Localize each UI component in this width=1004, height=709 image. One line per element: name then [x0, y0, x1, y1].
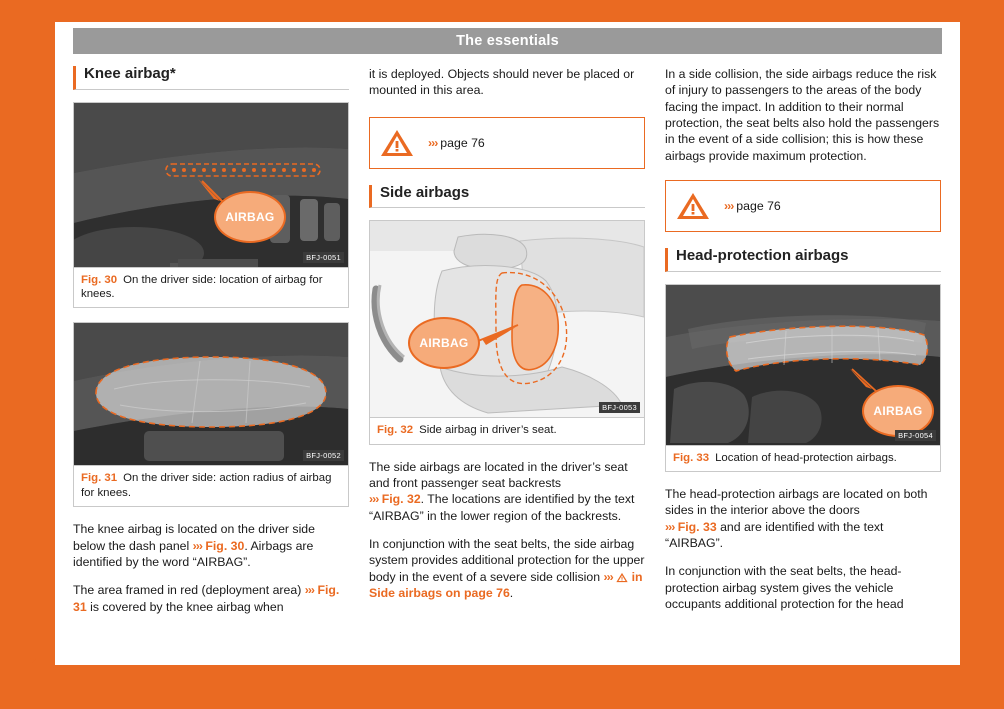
figure-30-airbag-callout	[214, 191, 286, 243]
side-airbag-p1-part2: . The locations are identified by the text “AIRBAG” in the lower region of the backrests.	[369, 492, 635, 523]
figure-33-image	[666, 285, 940, 445]
figure-31-caption-text: On the driver side: action radius of airbag for knees.	[81, 472, 332, 499]
side-airbag-paragraph-1	[369, 459, 645, 524]
figure-33-label: Fig. 33	[673, 451, 710, 464]
side-airbag-p1-part1: The side airbags are located in the driver’s seat and front passenger seat backrests	[369, 459, 628, 491]
section-heading-knee-airbag-text: Knee airbag*	[84, 65, 176, 82]
figure-33-caption-text: Location of head-protection airbags.	[715, 451, 897, 464]
page-number: 24	[30, 655, 43, 667]
figure-31-image	[74, 323, 348, 465]
figure-32	[369, 220, 645, 444]
figure-32-airbag-callout	[408, 317, 480, 369]
figure-32-callout-text: AIRBAG	[419, 336, 469, 351]
side-airbag-p2-part2: .	[509, 586, 514, 601]
head-protection-paragraph-2: In conjunction with the seat belts, the head-protection airbag system gives the vehicle occupants additional protection for the head	[665, 564, 904, 612]
warning-box-col2	[369, 117, 645, 169]
knee-airbag-p1-ref[interactable]: Fig. 30	[205, 538, 245, 553]
knee-airbag-paragraph-2	[73, 582, 349, 615]
figure-30-caption-text: On the driver side: location of airbag for knees.	[81, 273, 323, 300]
page-columns	[73, 66, 942, 656]
warning-col3-ref[interactable]: page 76	[736, 199, 781, 214]
knee-airbag-p2-part2: is covered by the knee airbag when	[90, 599, 284, 614]
knee-airbag-p2-part1: The area framed in red (deployment area)	[73, 583, 302, 598]
side-airbag-p2-warn-icon	[616, 572, 628, 583]
figure-30-label: Fig. 30	[81, 273, 118, 286]
knee-airbag-p1-part2: . Airbags are identified by the word “AIRBAG”.	[73, 538, 314, 570]
knee-airbag-location-illustration	[74, 103, 348, 267]
side-airbag-paragraph-2	[369, 536, 645, 601]
warning-col2-ref[interactable]: page 76	[440, 135, 485, 150]
column-3	[665, 66, 941, 656]
figure-30-image-code: BFJ-0051	[303, 252, 344, 263]
section-heading-head-protection-airbags-text: Head-protection airbags	[676, 247, 849, 265]
figure-30-caption	[74, 267, 348, 308]
section-heading-knee-airbag	[73, 66, 349, 90]
knee-airbag-p2-arrows: ›››	[304, 583, 315, 598]
figure-30	[73, 102, 349, 309]
head-protection-p1-part2: and are identified with the text “AIRBAG”.	[665, 519, 884, 551]
warning-box-col3-text	[724, 199, 781, 213]
head-protection-paragraph-1	[665, 486, 941, 551]
side-airbag-seat-illustration	[370, 221, 644, 417]
side-collision-paragraph: In a side collision, the side airbags reduce the risk of injury to passengers to the areas of the body facing the impact. In addition to their normal protection, the seat belts also hold the passengers in the event of a side collision; this is how these airbags provide maximum protection.	[665, 67, 940, 163]
section-heading-head-protection-airbags	[665, 248, 941, 272]
figure-32-label: Fig. 32	[377, 424, 414, 437]
head-protection-p1-part1: The head-protection airbags are located on both sides in the interior above the doors	[665, 487, 928, 518]
head-protection-p1-ref[interactable]: Fig. 33	[677, 519, 717, 534]
figure-33-callout-text: AIRBAG	[873, 403, 923, 418]
figure-33	[665, 284, 941, 472]
warning-col3-arrows: ›››	[724, 199, 734, 214]
side-airbag-p1-ref[interactable]: Fig. 32	[381, 492, 421, 507]
figure-32-image	[370, 221, 644, 417]
column-2	[369, 66, 645, 656]
knee-airbag-action-radius-illustration	[74, 323, 348, 465]
figure-31	[73, 322, 349, 507]
figure-32-caption-text: Side airbag in driver’s seat.	[419, 424, 557, 437]
section-heading-side-airbags-text: Side airbags	[380, 183, 470, 201]
warning-box-col2-text	[428, 136, 485, 150]
knee-airbag-p1-part1: The knee airbag is located on the driver side below the dash panel	[73, 522, 315, 553]
warning-triangle-icon-2	[676, 191, 710, 221]
figure-30-callout-text: AIRBAG	[225, 209, 275, 224]
knee-airbag-paragraph-1	[73, 521, 349, 570]
header-title: The essentials	[456, 33, 559, 49]
side-airbag-p2-arrows: ›››	[603, 569, 613, 584]
section-heading-side-airbags	[369, 185, 645, 209]
figure-30-image	[74, 103, 348, 267]
figure-31-caption	[74, 465, 348, 506]
side-airbag-p2-part1: In conjunction with the seat belts, the side airbag system provides additional protection for the upper body in the event of a severe side collision	[369, 537, 645, 584]
knee-airbag-p1-arrows: ›››	[192, 538, 202, 553]
figure-33-caption	[666, 445, 940, 471]
head-protection-p1-arrows: ›››	[665, 519, 675, 534]
figure-32-caption	[370, 417, 644, 443]
warning-triangle-icon	[380, 128, 414, 158]
figure-31-image-code: BFJ-0052	[303, 450, 344, 461]
figure-31-label: Fig. 31	[81, 472, 118, 485]
side-airbag-p1-arrows: ›››	[369, 492, 379, 507]
column-1	[73, 66, 349, 656]
page-header-bar	[73, 28, 942, 54]
side-airbag-intro-paragraph: it is deployed. Objects should never be placed or mounted in this area.	[369, 67, 635, 98]
knee-airbag-p2-ref[interactable]: Fig. 31	[73, 583, 340, 614]
figure-33-image-code: BFJ-0054	[895, 430, 936, 441]
warning-box-col3	[665, 180, 941, 232]
figure-32-image-code: BFJ-0053	[599, 402, 640, 413]
side-airbag-p2-ref[interactable]: in Side airbags on page 76	[369, 569, 643, 601]
warning-col2-arrows: ›››	[428, 135, 438, 150]
document-page	[55, 22, 960, 665]
